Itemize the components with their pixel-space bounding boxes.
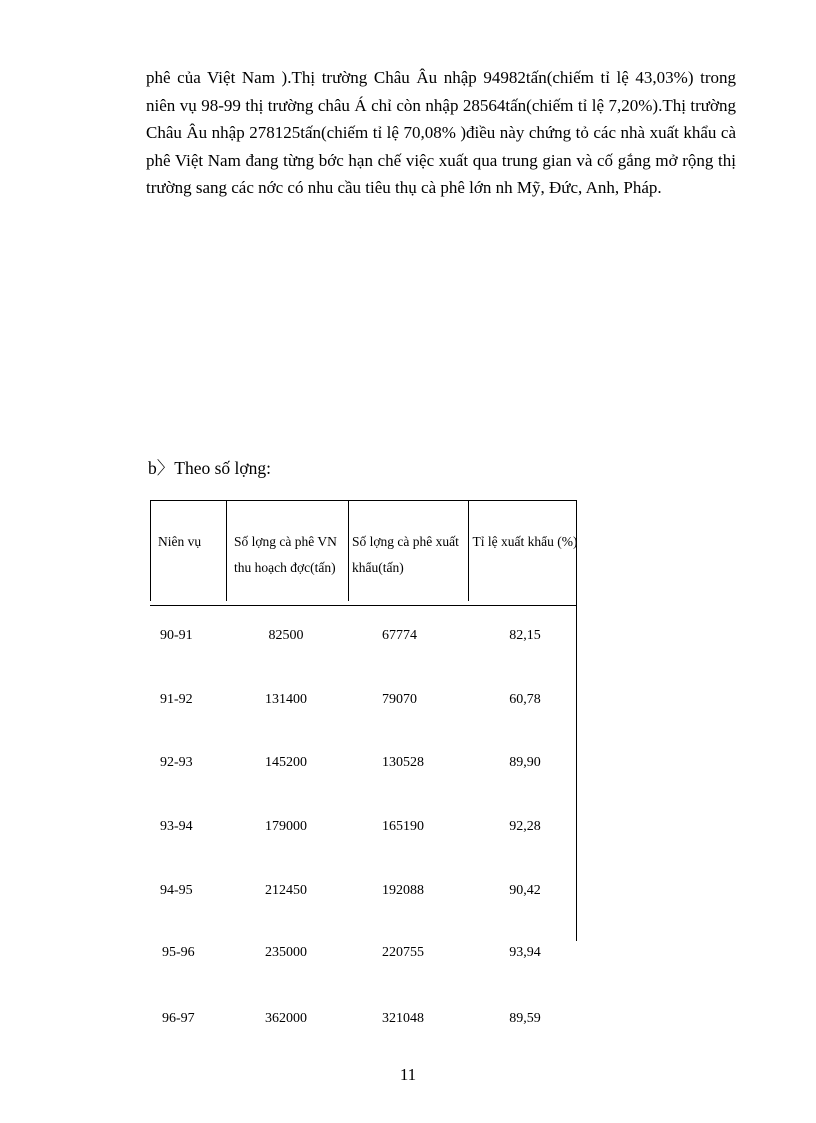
table-divider-2 (348, 501, 349, 601)
body-paragraph: phê của Việt Nam ).Thị trường Châu Âu nhập 94982tấn(chiếm tỉ lệ 43,03%) trong niên vụ 98-99 thị trường châu Á chỉ còn nhập 28564tấn(chiếm tỉ lệ 7,20%).Thị trường Châu Âu nhập 278125tấn(chiếm tỉ lệ 70,08% )điều này chứng tỏ các nhà xuất khẩu cà phê Việt Nam đang từng bớc hạn chế việc xuất qua trung gian và cố gắng mở rộng thị trường sang các nớc có nhu cầu tiêu thụ cà phê lớn nh Mỹ, Đức, Anh, Pháp. (146, 68, 736, 198)
row-4-harvest: 179000 (265, 819, 307, 834)
row-5-ratio: 90,42 (509, 883, 541, 898)
row-4-season: 93-94 (160, 819, 193, 834)
page-number: 11 (399, 1065, 417, 1084)
row-3-ratio: 89,90 (509, 755, 541, 770)
row-5-harvest: 212450 (265, 883, 307, 898)
row-7-harvest: 362000 (265, 1011, 307, 1026)
header-ratio: Tỉ lệ xuất khẩu (%) (472, 534, 578, 549)
row-7-ratio: 89,59 (509, 1011, 541, 1026)
row-7-export: 321048 (382, 1011, 424, 1026)
header-harvest: Số lợng cà phê VN thu hoạch đợc(tấn) (234, 534, 337, 575)
table-divider-3 (468, 501, 469, 601)
row-7-season: 96-97 (162, 1011, 195, 1026)
section-heading: b〉Theo số lợng: (148, 458, 271, 478)
row-2-harvest: 131400 (265, 692, 307, 707)
header-season: Niên vụ (158, 534, 202, 549)
table-border-left (150, 501, 151, 601)
row-1-harvest: 82500 (268, 628, 304, 643)
row-3-harvest: 145200 (265, 755, 307, 770)
row-3-season: 92-93 (160, 755, 193, 770)
row-4-export: 165190 (382, 819, 424, 834)
header-export: Số lợng cà phê xuất khẩu(tấn) (352, 534, 459, 575)
row-2-ratio: 60,78 (509, 692, 541, 707)
row-2-export: 79070 (382, 692, 417, 707)
row-1-ratio: 82,15 (509, 628, 541, 643)
row-5-season: 94-95 (160, 883, 193, 898)
row-2-season: 91-92 (160, 692, 193, 707)
row-5-export: 192088 (382, 883, 424, 898)
row-6-harvest: 235000 (265, 945, 307, 960)
row-6-ratio: 93,94 (509, 945, 541, 960)
coffee-export-table (150, 500, 577, 1049)
row-4-ratio: 92,28 (509, 819, 541, 834)
table-border-right (576, 501, 577, 941)
row-6-season: 95-96 (162, 945, 195, 960)
header-rule (150, 605, 577, 606)
row-1-season: 90-91 (160, 628, 193, 643)
row-3-export: 130528 (382, 755, 424, 770)
row-1-export: 67774 (382, 628, 417, 643)
row-6-export: 220755 (382, 945, 424, 960)
